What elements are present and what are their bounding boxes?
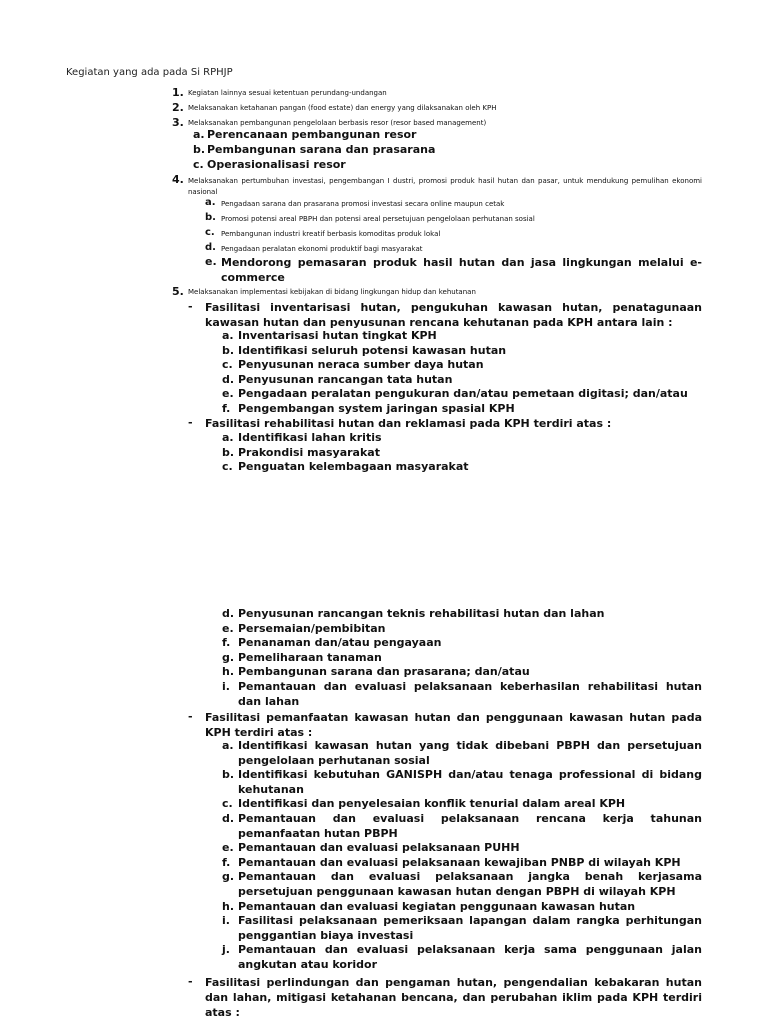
item-text: Melaksanakan implementasi kebijakan di bidang lingkungan hidup dan kehutanan (188, 288, 476, 296)
list-item (0, 812, 768, 841)
list-item (0, 797, 768, 812)
item-text: Mendorong pemasaran produk hasil hutan dan jasa lingkungan melalui e-commerce (221, 256, 702, 284)
list-item (0, 943, 768, 972)
item-text: Pembangunan industri kreatif berbasis komoditas produk lokal (221, 230, 441, 238)
item4-sublist (0, 197, 768, 257)
item-text: Pengadaan peralatan ekonomi produktif bagi masyarakat (221, 245, 423, 253)
dash-bullet: - (188, 975, 193, 988)
item-number: 2. (172, 101, 184, 114)
item-letter: j. (222, 943, 230, 957)
list-item (0, 101, 768, 116)
list-item (0, 158, 768, 173)
item-text: Prakondisi masyarakat (238, 445, 380, 459)
item-letter: d. (222, 607, 235, 620)
item-text: Pemantauan dan evaluasi pelaksanaan rencana kerja tahunan pemanfaatan hutan PBPH (238, 811, 702, 840)
item3-sublist (0, 128, 768, 173)
item-text: Pemeliharaan tanaman (238, 650, 382, 664)
item-letter: h. (222, 899, 235, 913)
section-text: Fasilitasi rehabilitasi hutan dan reklamasi pada KPH terdiri atas : (205, 417, 612, 430)
item-letter: i. (222, 914, 230, 928)
item-letter: b. (222, 445, 235, 459)
item-text: Operasionalisasi resor (207, 158, 346, 171)
item-text: Fasilitasi pelaksanaan pemeriksaan lapangan dalam rangka perhitungan penggantian biaya investasi (238, 914, 702, 942)
item-text: Penyusunan rancangan teknis rehabilitasi hutan dan lahan (238, 607, 605, 620)
list-item (0, 768, 768, 797)
item-letter: c. (193, 158, 204, 171)
dash-bullet: - (188, 416, 193, 429)
item-text: Penyusunan neraca sumber daya hutan (238, 358, 484, 372)
item-letter: a. (222, 329, 234, 342)
item-text: Identifikasi dan penyelesaian konflik tenurial dalam areal KPH (238, 797, 626, 811)
list-item (0, 402, 768, 417)
dash-bullet: - (188, 710, 193, 723)
list-item (0, 607, 768, 622)
list-item (0, 387, 768, 402)
item-letter: e. (222, 841, 234, 855)
item-letter: f. (222, 401, 231, 415)
list-item (0, 227, 768, 242)
item-letter: d. (222, 811, 235, 825)
item-letter: g. (222, 870, 235, 884)
section-text: Fasilitasi perlindungan dan pengaman hutan, pengendalian kebakaran hutan dan lahan, mitigasi ketahanan bencana, dan perubahan iklim pada KPH terdiri atas : (205, 976, 702, 1019)
item-text: Melaksanakan ketahanan pangan (food estate) dan energy yang dilaksanakan oleh KPH (188, 104, 497, 112)
item-text: Pembangunan sarana dan prasarana (207, 143, 436, 156)
item-letter: c. (222, 797, 233, 811)
list-item (0, 900, 768, 915)
item-text: Identifikasi seluruh potensi kawasan hutan (238, 343, 507, 357)
item-letter: c. (205, 227, 215, 238)
item-letter: d. (222, 372, 235, 386)
item-text: Pemantauan dan evaluasi pelaksanaan keberhasilan rehabilitasi hutan dan lahan (238, 679, 702, 708)
item-letter: b. (205, 212, 216, 223)
section-text: Fasilitasi inventarisasi hutan, pengukuhan kawasan hutan, penatagunaan kawasan hutan dan penyusunan rencana kehutanan pada KPH antara lain : (205, 301, 702, 329)
page-title: Kegiatan yang ada pada Si RPHJP (66, 67, 233, 78)
item-letter: a. (222, 739, 234, 752)
item-letter: f. (222, 636, 231, 650)
section-pemanfaatan-list (0, 739, 768, 973)
list-item (0, 212, 768, 227)
section-inventarisasi-list (0, 329, 768, 417)
item-number: 1. (172, 86, 184, 99)
list-item (0, 197, 768, 212)
item-text: Melaksanakan pertumbuhan investasi, pengembangan I dustri, promosi produk hasil hutan dan pasar, untuk mendukung pemulihan ekonomi nasional (188, 177, 702, 196)
item-letter: a. (205, 197, 216, 208)
item-text: Melaksanakan pembangunan pengelolaan berbasis resor (resor based management) (188, 119, 487, 127)
list-item (0, 128, 768, 143)
item-number: 4. (172, 173, 184, 186)
item-text: Promosi potensi areal PBPH dan potensi areal persetujuan pengelolaan perhutanan sosial (221, 215, 535, 223)
list-item (0, 636, 768, 651)
list-item (0, 651, 768, 666)
item-letter: b. (193, 143, 206, 156)
item-letter: a. (193, 128, 205, 141)
item-text: Kegiatan lainnya sesuai ketentuan perundang-undangan (188, 89, 387, 97)
item-text: Inventarisasi hutan tingkat KPH (238, 329, 437, 342)
item-letter: h. (222, 665, 235, 679)
item-letter: i. (222, 679, 230, 693)
item-text: Pemantauan dan evaluasi pelaksanaan PUHH (238, 841, 520, 855)
item-letter: c. (222, 358, 233, 372)
list-item (0, 329, 768, 344)
item-text: Perencanaan pembangunan resor (207, 128, 417, 141)
item-letter: e. (205, 255, 217, 268)
item-letter: a. (222, 431, 234, 444)
item-number: 3. (172, 116, 184, 129)
item-letter: b. (222, 343, 235, 357)
item-letter: e. (222, 387, 234, 401)
list-item (0, 739, 768, 768)
item-text: Pemantauan dan evaluasi pelaksanaan jangka benah kerjasama persetujuan penggunaan kawasan hutan dengan PBPH di wilayah KPH (238, 870, 702, 898)
item-letter: g. (222, 650, 235, 664)
item-text: Penanaman dan/atau pengayaan (238, 636, 442, 650)
item-text: Pemantauan dan evaluasi kegiatan penggunaan kawasan hutan (238, 899, 636, 913)
list-item (0, 431, 768, 446)
list-item (0, 86, 768, 101)
item-number: 5. (172, 285, 184, 298)
list-item (0, 914, 768, 943)
item-text: Identifikasi kebutuhan GANISPH dan/atau tenaga professional di bidang kehutanan (238, 768, 702, 796)
dash-bullet: - (188, 300, 193, 313)
list-item (0, 680, 768, 709)
list-item (0, 460, 768, 475)
item-text: Pengadaan sarana dan prasarana promosi investasi secara online maupun cetak (221, 200, 505, 208)
list-item (0, 622, 768, 637)
item-text: Identifikasi lahan kritis (238, 431, 382, 444)
section-rehabilitasi-list-a (0, 431, 768, 475)
item-text: Pemantauan dan evaluasi pelaksanaan kerja sama penggunaan jalan angkutan atau koridor (238, 943, 702, 971)
list-item (0, 856, 768, 871)
item-letter: d. (205, 242, 216, 253)
list-item (0, 143, 768, 158)
top-items-list (0, 86, 768, 129)
item-text: Penyusunan rancangan tata hutan (238, 372, 453, 386)
list-item (0, 446, 768, 461)
list-item (0, 344, 768, 359)
list-item (0, 358, 768, 373)
item-letter: b. (222, 768, 235, 782)
item-letter: c. (222, 460, 233, 474)
list-item (0, 841, 768, 856)
item-text: Pembangunan sarana dan prasarana; dan/atau (238, 665, 530, 679)
section-text: Fasilitasi pemanfaatan kawasan hutan dan penggunaan kawasan hutan pada KPH terdiri atas : (205, 711, 702, 739)
item-text: Persemaian/pembibitan (238, 621, 386, 635)
item-text: Penguatan kelembagaan masyarakat (238, 460, 469, 474)
item-text: Pemantauan dan evaluasi pelaksanaan kewajiban PNBP di wilayah KPH (238, 855, 681, 869)
item-letter: f. (222, 855, 231, 869)
item-text: Pengembangan system jaringan spasial KPH (238, 401, 515, 415)
list-item (0, 665, 768, 680)
section-rehabilitasi-list-b (0, 607, 768, 709)
list-item (0, 373, 768, 388)
item-text: Pengadaan peralatan pengukuran dan/atau pemetaan digitasi; dan/atau (238, 387, 688, 401)
list-item (0, 870, 768, 899)
item-letter: e. (222, 621, 234, 635)
item-text: Identifikasi kawasan hutan yang tidak dibebani PBPH dan persetujuan pengelolaan perhutanan sosial (238, 739, 702, 767)
